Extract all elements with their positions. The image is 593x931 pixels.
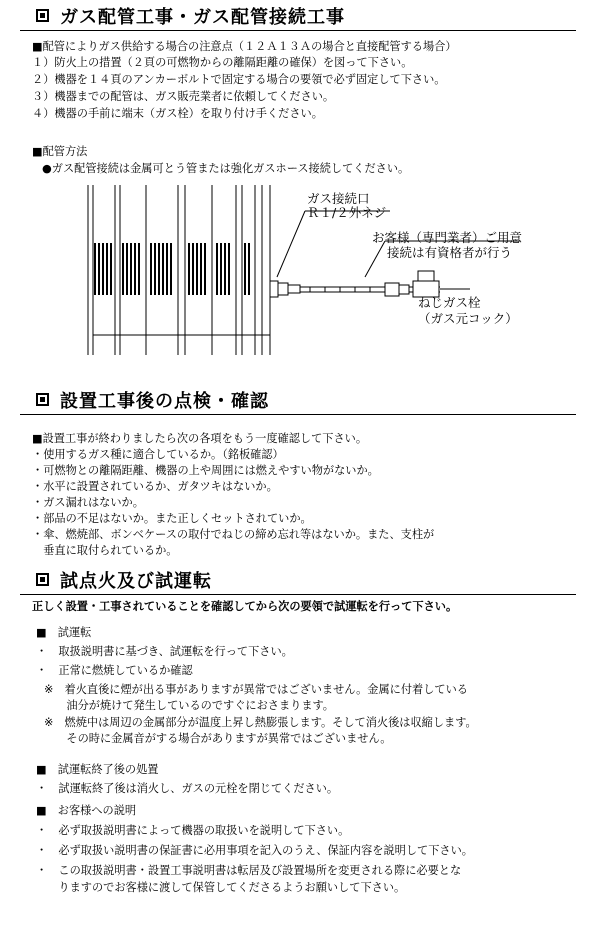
square-bullet-icon	[36, 9, 49, 22]
inspection-item: ・可燃物との離隔距離、機器の上や周囲には燃えやすい物がないか。	[32, 464, 379, 477]
inspection-item: ・水平に設置されているか、ガタツキはないか。	[32, 480, 278, 493]
gas-valve-sub-label: （ガス元コック）	[418, 311, 518, 326]
note-item: ３）機器までの配管は、ガス販売業者に依頼してください。	[32, 90, 335, 103]
test-run-line: りますのでお客様に渡して保管してくださるようお願いして下さい。	[36, 881, 406, 894]
test-run-line: ※ 着火直後に煙が出る事がありますが異常ではございません。金属に付着している	[44, 683, 468, 696]
customer-supply-label: お客様（専門業者）ご用意	[372, 230, 523, 245]
test-run-line: ・ この取扱説明書・設置工事説明書は転居及び設置場所を変更される際に必要とな	[36, 864, 462, 877]
inspection-item: ・傘、燃焼部、ボンベケースの取付でねじの締め忘れ等はないか。また、支柱が	[32, 528, 435, 541]
section-title: ガス配管工事・ガス配管接続工事	[60, 7, 345, 28]
test-run-line: その時に金属音がする場合がありますが異常ではございません。	[44, 732, 392, 745]
gas-piping-diagram	[0, 175, 593, 395]
test-run-intro: 正しく設置・工事されていることを確認してから次の要領で試運転を行って下さい。	[32, 600, 458, 613]
section-heading-test-run	[20, 568, 576, 595]
note-item: ２）機器を１４頁のアンカーボルトで固定する場合の要領で必ず固定して下さい。	[32, 73, 446, 86]
inspection-item: ・部品の不足はないか。また正しくセットされていか。	[32, 512, 312, 525]
qualified-installer-label: 接続は有資格者が行う	[387, 245, 513, 260]
square-bullet-icon	[36, 573, 49, 586]
notes-title: ■配管によりガス供給する場合の注意点（１２Ａ１３Ａの場合と直接配管する場合）	[32, 40, 457, 53]
method-text: ●ガス配管接続は金属可とう管または強化ガスホース接続してください。	[42, 162, 410, 175]
test-run-line: ・ 取扱説明書に基づき、試運転を行って下さい。	[36, 645, 293, 658]
gas-valve-label: ねじガス栓	[418, 295, 481, 310]
test-run-line: ■ 試運転終了後の処置	[36, 763, 159, 776]
inspection-intro: ■設置工事が終わりましたら次の各項をもう一度確認して下さい。	[32, 432, 368, 445]
test-run-line: ・ 正常に燃焼しているか確認	[36, 664, 193, 677]
inspection-item: ・使用するガス種に適合しているか。（銘板確認）	[32, 448, 284, 461]
section-heading-gas-piping	[20, 4, 576, 31]
test-run-line: ■ 試運転	[36, 626, 92, 639]
method-title: ■配管方法	[32, 145, 88, 158]
section-title: 試点火及び試運転	[60, 571, 212, 592]
test-run-line: 油分が焼けて発生しているのですぐにおさまります。	[44, 699, 334, 712]
section-title: 設置工事後の点検・確認	[60, 391, 269, 412]
thread-spec-label: Ｒ１/２外ネジ	[307, 205, 387, 220]
note-item: ４）機器の手前に端末（ガス栓）を取り付け手ください。	[32, 107, 323, 120]
square-bullet-icon	[36, 393, 49, 406]
note-item: １）防火上の措置（２頁の可燃物からの離隔距離の確保）を図って下さい。	[32, 56, 413, 69]
test-run-line: ・ 必ず取扱説明書によって機器の取扱いを説明して下さい。	[36, 824, 350, 837]
test-run-line: ・ 試運転終了後は消火し、ガスの元栓を閉じてください。	[36, 782, 339, 795]
test-run-line: ・ 必ず取扱い説明書の保証書に必用事項を記入のうえ、保証内容を説明して下さい。	[36, 844, 473, 857]
inspection-item: 垂直に取付られているか。	[32, 544, 178, 557]
inspection-item: ・ガス漏れはないか。	[32, 496, 144, 509]
test-run-line: ■ お客様への説明	[36, 804, 137, 817]
section-heading-inspection	[20, 388, 576, 415]
gas-inlet-label: ガス接続口	[307, 191, 370, 206]
test-run-line: ※ 燃焼中は周辺の金属部分が温度上昇し熱膨張します。そして消火後は収縮します。	[44, 716, 477, 729]
